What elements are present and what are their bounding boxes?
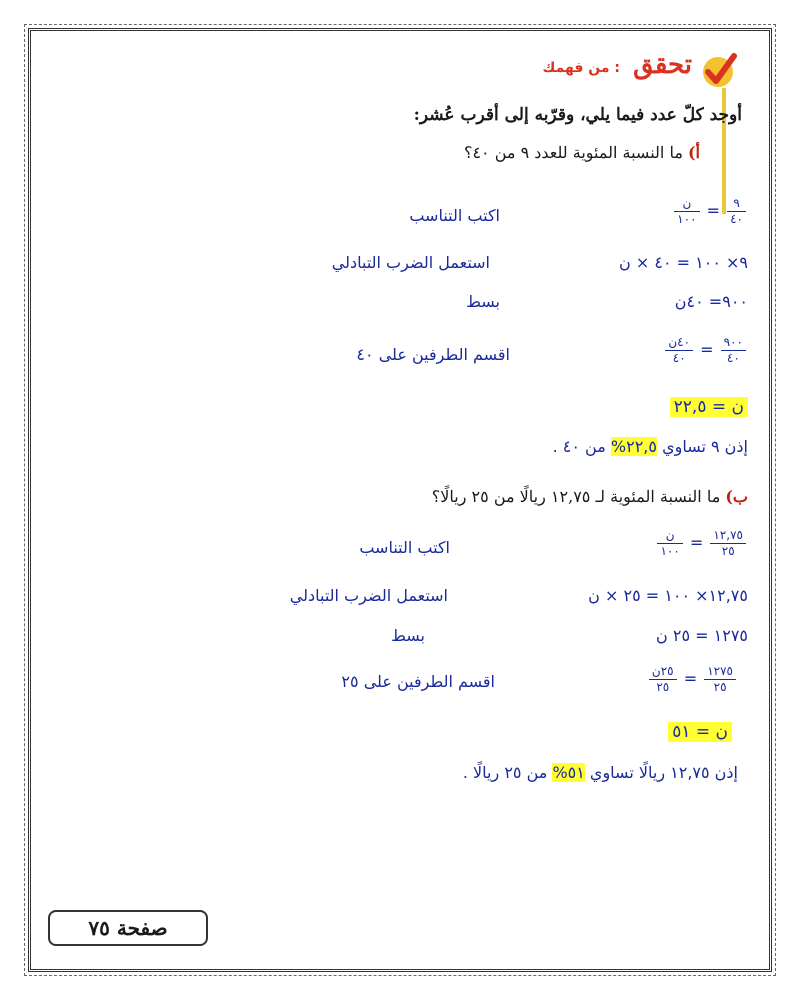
b-step4-frac2: $\frac{\text{٢٥ن}}{٢٥}$ (649, 664, 677, 695)
a-step4-eq: $\frac{\text{٤٠ن}}{٤٠}$ = $\frac{٩٠٠}{٤٠}$ (663, 335, 748, 366)
b-step4-frac1: $\frac{١٢٧٥}{٢٥}$ (704, 664, 736, 695)
instruction: أوجد كلّ عدد فيما يلي، وقرّبه إلى أقرب عُشر: (413, 105, 742, 125)
a-conclusion: إذن ٩ تساوي ٢٢,٥% من ٤٠ . (552, 437, 748, 456)
b-step2-label: استعمل الضرب التبادلي (289, 586, 448, 605)
b-step4-eq: $\frac{\text{٢٥ن}}{٢٥}$ = $\frac{١٢٧٥}{٢٥}$ (647, 664, 738, 695)
a-step2-eq: ٩× ١٠٠ = ٤٠ × ن (619, 253, 748, 272)
header-title: تحقق (633, 50, 692, 80)
question-a (464, 143, 700, 162)
b-step3-label: بسط (391, 626, 425, 645)
question-b-text: ما النسبة المئوية لـ ١٢,٧٥ ريالًا من ٢٥ ريالًا؟ (431, 487, 721, 506)
b-step2-eq: ١٢,٧٥× ١٠٠ = ٢٥ × ن (588, 586, 748, 605)
question-a-letter: أ) (687, 143, 700, 162)
a-step1-frac1: $\frac{٩}{٤٠}$ (727, 196, 746, 227)
a-result: ن = ٢٢,٥ (670, 397, 748, 417)
a-step1-label: اكتب التناسب (409, 206, 500, 225)
question-a-text: ما النسبة المئوية للعدد ٩ من ٤٠؟ (463, 143, 683, 162)
question-b-letter: ب) (725, 487, 748, 506)
b-step3-eq: ١٢٧٥ = ٢٥ ن (656, 626, 748, 645)
b-step1-label: اكتب التناسب (359, 538, 450, 557)
b-step1-frac2: $\frac{\text{ن}}{١٠٠}$ (657, 528, 682, 559)
a-step3-eq: ٩٠٠= ٤٠ن (674, 292, 748, 311)
a-step4-label: اقسم الطرفين على ٤٠ (356, 345, 510, 364)
a-step1-eq: $\frac{\text{ن}}{١٠٠}$ = $\frac{٩}{٤٠}$ (672, 196, 748, 227)
a-step3-label: بسط (466, 292, 500, 311)
b-step1-eq: $\frac{\text{ن}}{١٠٠}$ = $\frac{١٢,٧٥}{٢٥}$ (655, 528, 748, 559)
a-step1-frac2: $\frac{\text{ن}}{١٠٠}$ (674, 196, 699, 227)
a-conclusion-highlight: ٢٢,٥% (610, 437, 657, 456)
a-step2-label: استعمل الضرب التبادلي (331, 253, 490, 272)
a-step4-frac2: $\frac{\text{٤٠ن}}{٤٠}$ (665, 335, 693, 366)
question-b (432, 487, 748, 506)
b-step1-frac1: $\frac{١٢,٧٥}{٢٥}$ (710, 528, 746, 559)
checkmark-icon (698, 50, 738, 90)
b-conclusion-highlight: ٥١% (552, 763, 585, 782)
a-step4-frac1: $\frac{٩٠٠}{٤٠}$ (721, 335, 746, 366)
b-conclusion: إذن ١٢,٧٥ ريالًا تساوي ٥١% من ٢٥ ريالًا . (462, 763, 738, 782)
page-number-label: صفحة ٧٥ (48, 910, 208, 946)
header-subtitle: من فهمك : (542, 60, 620, 76)
b-step4-label: اقسم الطرفين على ٢٥ (341, 672, 495, 691)
b-result: ن = ٥١ (668, 722, 732, 742)
